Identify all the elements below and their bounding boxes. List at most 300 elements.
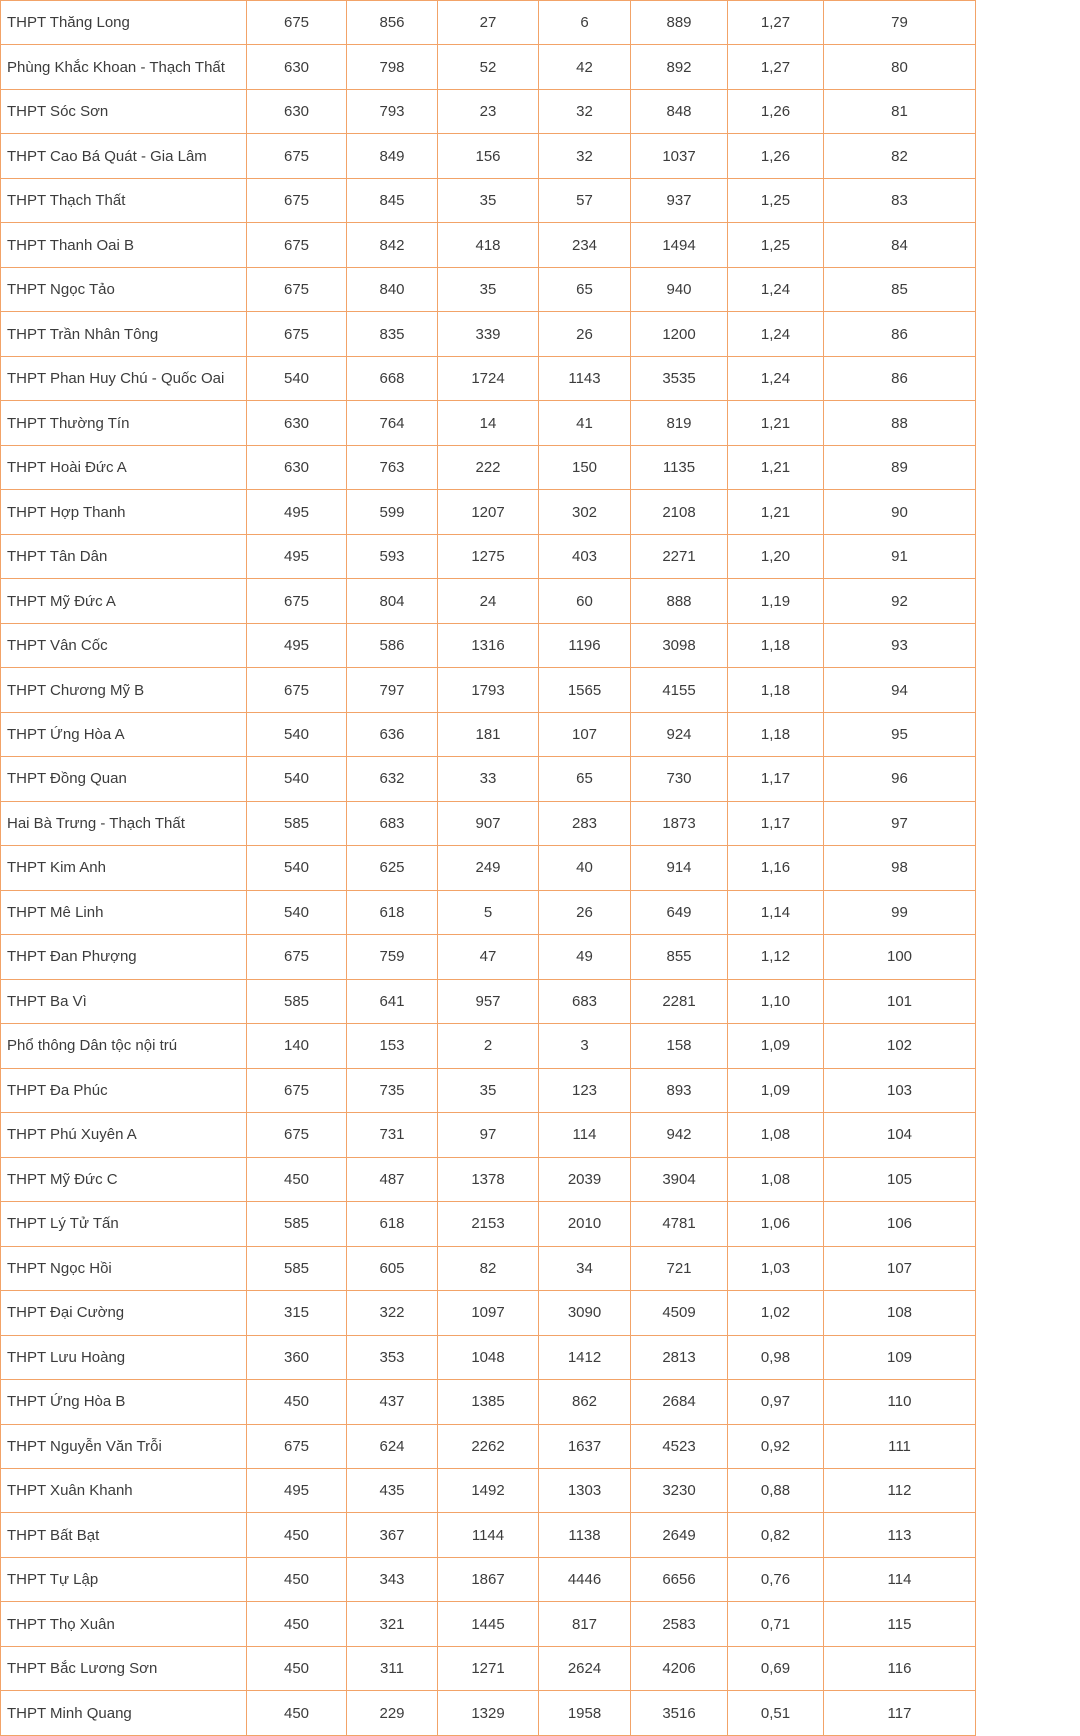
- value-cell: 2281: [631, 979, 728, 1023]
- value-cell: 586: [347, 623, 438, 667]
- value-cell: 893: [631, 1068, 728, 1112]
- value-cell: 41: [539, 401, 631, 445]
- value-cell: 5: [438, 890, 539, 934]
- value-cell: 4155: [631, 668, 728, 712]
- value-cell: 353: [347, 1335, 438, 1379]
- value-cell: 283: [539, 801, 631, 845]
- value-cell: 793: [347, 89, 438, 133]
- value-cell: 892: [631, 45, 728, 89]
- value-cell: 104: [824, 1113, 976, 1157]
- value-cell: 1637: [539, 1424, 631, 1468]
- value-cell: 4523: [631, 1424, 728, 1468]
- value-cell: 763: [347, 445, 438, 489]
- value-cell: 112: [824, 1468, 976, 1512]
- table-row: [1, 801, 976, 845]
- value-cell: 35: [438, 178, 539, 222]
- value-cell: 1,17: [728, 757, 824, 801]
- value-cell: 34: [539, 1246, 631, 1290]
- value-cell: 0,71: [728, 1602, 824, 1646]
- value-cell: 42: [539, 45, 631, 89]
- value-cell: 1,25: [728, 223, 824, 267]
- value-cell: 3090: [539, 1291, 631, 1335]
- value-cell: 683: [539, 979, 631, 1023]
- value-cell: 88: [824, 401, 976, 445]
- value-cell: 848: [631, 89, 728, 133]
- value-cell: 450: [247, 1646, 347, 1690]
- value-cell: 1492: [438, 1468, 539, 1512]
- value-cell: 842: [347, 223, 438, 267]
- value-cell: 2583: [631, 1602, 728, 1646]
- value-cell: 540: [247, 890, 347, 934]
- value-cell: 105: [824, 1157, 976, 1201]
- value-cell: 888: [631, 579, 728, 623]
- table-row: [1, 1068, 976, 1112]
- table-row: [1, 401, 976, 445]
- value-cell: 100: [824, 935, 976, 979]
- table-row: [1, 1691, 976, 1736]
- school-name-cell: THPT Kim Anh: [1, 846, 247, 890]
- value-cell: 1275: [438, 534, 539, 578]
- value-cell: 367: [347, 1513, 438, 1557]
- value-cell: 1,09: [728, 1024, 824, 1068]
- school-name-cell: THPT Ứng Hòa B: [1, 1380, 247, 1424]
- value-cell: 1,16: [728, 846, 824, 890]
- value-cell: 114: [539, 1113, 631, 1157]
- value-cell: 1,24: [728, 356, 824, 400]
- value-cell: 435: [347, 1468, 438, 1512]
- value-cell: 1,27: [728, 1, 824, 45]
- value-cell: 95: [824, 712, 976, 756]
- value-cell: 0,92: [728, 1424, 824, 1468]
- value-cell: 817: [539, 1602, 631, 1646]
- value-cell: 1,20: [728, 534, 824, 578]
- school-name-cell: THPT Đa Phúc: [1, 1068, 247, 1112]
- value-cell: 101: [824, 979, 976, 1023]
- value-cell: 450: [247, 1513, 347, 1557]
- school-name-cell: THPT Đồng Quan: [1, 757, 247, 801]
- value-cell: 339: [438, 312, 539, 356]
- value-cell: 1135: [631, 445, 728, 489]
- table-row: [1, 1424, 976, 1468]
- table-row: [1, 356, 976, 400]
- value-cell: 675: [247, 134, 347, 178]
- value-cell: 1,08: [728, 1113, 824, 1157]
- value-cell: 675: [247, 1424, 347, 1468]
- value-cell: 437: [347, 1380, 438, 1424]
- value-cell: 4446: [539, 1557, 631, 1601]
- school-name-cell: THPT Thạch Thất: [1, 178, 247, 222]
- value-cell: 1,12: [728, 935, 824, 979]
- school-name-cell: THPT Hoài Đức A: [1, 445, 247, 489]
- table-row: [1, 490, 976, 534]
- value-cell: 1200: [631, 312, 728, 356]
- value-cell: 1873: [631, 801, 728, 845]
- value-cell: 450: [247, 1691, 347, 1736]
- value-cell: 2271: [631, 534, 728, 578]
- value-cell: 0,69: [728, 1646, 824, 1690]
- value-cell: 797: [347, 668, 438, 712]
- value-cell: 47: [438, 935, 539, 979]
- value-cell: 110: [824, 1380, 976, 1424]
- table-row: [1, 712, 976, 756]
- value-cell: 84: [824, 223, 976, 267]
- value-cell: 585: [247, 979, 347, 1023]
- value-cell: 2: [438, 1024, 539, 1068]
- table-row: [1, 1468, 976, 1512]
- value-cell: 2624: [539, 1646, 631, 1690]
- value-cell: 593: [347, 534, 438, 578]
- value-cell: 937: [631, 178, 728, 222]
- value-cell: 914: [631, 846, 728, 890]
- value-cell: 450: [247, 1380, 347, 1424]
- table-row: [1, 1024, 976, 1068]
- value-cell: 668: [347, 356, 438, 400]
- school-name-cell: THPT Thường Tín: [1, 401, 247, 445]
- value-cell: 82: [824, 134, 976, 178]
- school-name-cell: Hai Bà Trưng - Thạch Thất: [1, 801, 247, 845]
- value-cell: 2813: [631, 1335, 728, 1379]
- school-name-cell: THPT Hợp Thanh: [1, 490, 247, 534]
- table-row: [1, 134, 976, 178]
- value-cell: 1,18: [728, 668, 824, 712]
- value-cell: 35: [438, 1068, 539, 1112]
- value-cell: 35: [438, 267, 539, 311]
- value-cell: 343: [347, 1557, 438, 1601]
- value-cell: 360: [247, 1335, 347, 1379]
- value-cell: 115: [824, 1602, 976, 1646]
- value-cell: 804: [347, 579, 438, 623]
- value-cell: 450: [247, 1602, 347, 1646]
- value-cell: 675: [247, 935, 347, 979]
- value-cell: 1316: [438, 623, 539, 667]
- value-cell: 91: [824, 534, 976, 578]
- school-name-cell: Phùng Khắc Khoan - Thạch Thất: [1, 45, 247, 89]
- value-cell: 599: [347, 490, 438, 534]
- value-cell: 450: [247, 1557, 347, 1601]
- value-cell: 79: [824, 1, 976, 45]
- value-cell: 1,02: [728, 1291, 824, 1335]
- value-cell: 82: [438, 1246, 539, 1290]
- school-name-cell: THPT Nguyễn Văn Trỗi: [1, 1424, 247, 1468]
- value-cell: 1958: [539, 1691, 631, 1736]
- value-cell: 0,98: [728, 1335, 824, 1379]
- value-cell: 1143: [539, 356, 631, 400]
- value-cell: 1793: [438, 668, 539, 712]
- value-cell: 835: [347, 312, 438, 356]
- value-cell: 2153: [438, 1202, 539, 1246]
- value-cell: 1144: [438, 1513, 539, 1557]
- school-name-cell: THPT Đại Cường: [1, 1291, 247, 1335]
- value-cell: 94: [824, 668, 976, 712]
- value-cell: 98: [824, 846, 976, 890]
- school-name-cell: THPT Ứng Hòa A: [1, 712, 247, 756]
- value-cell: 675: [247, 1068, 347, 1112]
- value-cell: 107: [539, 712, 631, 756]
- value-cell: 23: [438, 89, 539, 133]
- value-cell: 675: [247, 178, 347, 222]
- value-cell: 540: [247, 712, 347, 756]
- table-row: [1, 312, 976, 356]
- value-cell: 1271: [438, 1646, 539, 1690]
- table-row: [1, 1246, 976, 1290]
- value-cell: 649: [631, 890, 728, 934]
- value-cell: 113: [824, 1513, 976, 1557]
- school-name-cell: THPT Mỹ Đức C: [1, 1157, 247, 1201]
- value-cell: 117: [824, 1691, 976, 1736]
- value-cell: 0,88: [728, 1468, 824, 1512]
- school-name-cell: THPT Mê Linh: [1, 890, 247, 934]
- value-cell: 1329: [438, 1691, 539, 1736]
- table-row: [1, 935, 976, 979]
- value-cell: 585: [247, 801, 347, 845]
- value-cell: 1303: [539, 1468, 631, 1512]
- table-row: [1, 623, 976, 667]
- school-name-cell: THPT Thanh Oai B: [1, 223, 247, 267]
- value-cell: 2649: [631, 1513, 728, 1557]
- school-name-cell: THPT Đan Phượng: [1, 935, 247, 979]
- value-cell: 495: [247, 1468, 347, 1512]
- value-cell: 6: [539, 1, 631, 45]
- value-cell: 540: [247, 356, 347, 400]
- value-cell: 495: [247, 534, 347, 578]
- value-cell: 315: [247, 1291, 347, 1335]
- school-name-cell: THPT Ngọc Tảo: [1, 267, 247, 311]
- school-name-cell: THPT Minh Quang: [1, 1691, 247, 1736]
- value-cell: 2684: [631, 1380, 728, 1424]
- value-cell: 735: [347, 1068, 438, 1112]
- table-row: [1, 1380, 976, 1424]
- school-name-cell: Phổ thông Dân tộc nội trú: [1, 1024, 247, 1068]
- value-cell: 311: [347, 1646, 438, 1690]
- value-cell: 181: [438, 712, 539, 756]
- table-row: [1, 1646, 976, 1690]
- value-cell: 940: [631, 267, 728, 311]
- value-cell: 495: [247, 490, 347, 534]
- value-cell: 1565: [539, 668, 631, 712]
- value-cell: 840: [347, 267, 438, 311]
- table-row: [1, 1602, 976, 1646]
- value-cell: 907: [438, 801, 539, 845]
- value-cell: 495: [247, 623, 347, 667]
- value-cell: 322: [347, 1291, 438, 1335]
- table-row: [1, 1291, 976, 1335]
- table-row: [1, 45, 976, 89]
- school-name-cell: THPT Cao Bá Quát - Gia Lâm: [1, 134, 247, 178]
- value-cell: 99: [824, 890, 976, 934]
- value-cell: 111: [824, 1424, 976, 1468]
- value-cell: 6656: [631, 1557, 728, 1601]
- value-cell: 889: [631, 1, 728, 45]
- value-cell: 636: [347, 712, 438, 756]
- value-cell: 96: [824, 757, 976, 801]
- value-cell: 957: [438, 979, 539, 1023]
- table-row: [1, 445, 976, 489]
- value-cell: 107: [824, 1246, 976, 1290]
- table-row: [1, 1202, 976, 1246]
- value-cell: 0,82: [728, 1513, 824, 1557]
- value-cell: 625: [347, 846, 438, 890]
- value-cell: 33: [438, 757, 539, 801]
- value-cell: 2039: [539, 1157, 631, 1201]
- school-name-cell: THPT Xuân Khanh: [1, 1468, 247, 1512]
- value-cell: 65: [539, 267, 631, 311]
- value-cell: 862: [539, 1380, 631, 1424]
- table-row: [1, 178, 976, 222]
- table-row: [1, 979, 976, 1023]
- school-name-cell: THPT Ngọc Hồi: [1, 1246, 247, 1290]
- value-cell: 1,24: [728, 267, 824, 311]
- value-cell: 1,03: [728, 1246, 824, 1290]
- value-cell: 1,19: [728, 579, 824, 623]
- value-cell: 1207: [438, 490, 539, 534]
- value-cell: 1,14: [728, 890, 824, 934]
- table-row: [1, 579, 976, 623]
- value-cell: 2108: [631, 490, 728, 534]
- value-cell: 540: [247, 846, 347, 890]
- value-cell: 675: [247, 668, 347, 712]
- value-cell: 1,26: [728, 89, 824, 133]
- value-cell: 97: [824, 801, 976, 845]
- value-cell: 675: [247, 1, 347, 45]
- value-cell: 585: [247, 1246, 347, 1290]
- value-cell: 4781: [631, 1202, 728, 1246]
- value-cell: 618: [347, 1202, 438, 1246]
- value-cell: 675: [247, 312, 347, 356]
- value-cell: 798: [347, 45, 438, 89]
- value-cell: 3904: [631, 1157, 728, 1201]
- table-row: [1, 668, 976, 712]
- value-cell: 675: [247, 1113, 347, 1157]
- table-row: [1, 1335, 976, 1379]
- value-cell: 26: [539, 312, 631, 356]
- value-cell: 730: [631, 757, 728, 801]
- value-cell: 14: [438, 401, 539, 445]
- value-cell: 630: [247, 89, 347, 133]
- value-cell: 150: [539, 445, 631, 489]
- school-name-cell: THPT Bắc Lương Sơn: [1, 1646, 247, 1690]
- value-cell: 1,18: [728, 712, 824, 756]
- value-cell: 3535: [631, 356, 728, 400]
- value-cell: 249: [438, 846, 539, 890]
- value-cell: 849: [347, 134, 438, 178]
- value-cell: 856: [347, 1, 438, 45]
- value-cell: 450: [247, 1157, 347, 1201]
- value-cell: 1445: [438, 1602, 539, 1646]
- value-cell: 97: [438, 1113, 539, 1157]
- value-cell: 1,21: [728, 445, 824, 489]
- value-cell: 81: [824, 89, 976, 133]
- school-name-cell: THPT Bất Bạt: [1, 1513, 247, 1557]
- value-cell: 234: [539, 223, 631, 267]
- value-cell: 4206: [631, 1646, 728, 1690]
- value-cell: 80: [824, 45, 976, 89]
- school-name-cell: THPT Thọ Xuân: [1, 1602, 247, 1646]
- value-cell: 60: [539, 579, 631, 623]
- table-row: [1, 846, 976, 890]
- table-row: [1, 267, 976, 311]
- value-cell: 942: [631, 1113, 728, 1157]
- value-cell: 675: [247, 267, 347, 311]
- value-cell: 52: [438, 45, 539, 89]
- value-cell: 1385: [438, 1380, 539, 1424]
- value-cell: 85: [824, 267, 976, 311]
- value-cell: 106: [824, 1202, 976, 1246]
- value-cell: 93: [824, 623, 976, 667]
- value-cell: 229: [347, 1691, 438, 1736]
- value-cell: 24: [438, 579, 539, 623]
- value-cell: 222: [438, 445, 539, 489]
- value-cell: 3: [539, 1024, 631, 1068]
- value-cell: 90: [824, 490, 976, 534]
- school-name-cell: THPT Trần Nhân Tông: [1, 312, 247, 356]
- value-cell: 924: [631, 712, 728, 756]
- value-cell: 1,10: [728, 979, 824, 1023]
- value-cell: 721: [631, 1246, 728, 1290]
- table-row: [1, 1113, 976, 1157]
- value-cell: 57: [539, 178, 631, 222]
- value-cell: 540: [247, 757, 347, 801]
- value-cell: 1,08: [728, 1157, 824, 1201]
- value-cell: 1378: [438, 1157, 539, 1201]
- value-cell: 1494: [631, 223, 728, 267]
- table-row: [1, 223, 976, 267]
- school-name-cell: THPT Tự Lập: [1, 1557, 247, 1601]
- value-cell: 40: [539, 846, 631, 890]
- value-cell: 1,17: [728, 801, 824, 845]
- value-cell: 65: [539, 757, 631, 801]
- school-name-cell: THPT Vân Cốc: [1, 623, 247, 667]
- school-name-cell: THPT Mỹ Đức A: [1, 579, 247, 623]
- value-cell: 1,06: [728, 1202, 824, 1246]
- value-cell: 675: [247, 579, 347, 623]
- value-cell: 26: [539, 890, 631, 934]
- school-name-cell: THPT Lưu Hoàng: [1, 1335, 247, 1379]
- value-cell: 123: [539, 1068, 631, 1112]
- value-cell: 92: [824, 579, 976, 623]
- school-name-cell: THPT Phú Xuyên A: [1, 1113, 247, 1157]
- school-name-cell: THPT Phan Huy Chú - Quốc Oai: [1, 356, 247, 400]
- value-cell: 114: [824, 1557, 976, 1601]
- value-cell: 2262: [438, 1424, 539, 1468]
- value-cell: 108: [824, 1291, 976, 1335]
- value-cell: 102: [824, 1024, 976, 1068]
- value-cell: 2010: [539, 1202, 631, 1246]
- value-cell: 630: [247, 445, 347, 489]
- value-cell: 0,51: [728, 1691, 824, 1736]
- value-cell: 109: [824, 1335, 976, 1379]
- school-name-cell: THPT Ba Vì: [1, 979, 247, 1023]
- value-cell: 140: [247, 1024, 347, 1068]
- school-name-cell: THPT Chương Mỹ B: [1, 668, 247, 712]
- value-cell: 1,26: [728, 134, 824, 178]
- value-cell: 1,21: [728, 401, 824, 445]
- value-cell: 1412: [539, 1335, 631, 1379]
- value-cell: 116: [824, 1646, 976, 1690]
- school-name-cell: THPT Lý Tử Tấn: [1, 1202, 247, 1246]
- value-cell: 0,76: [728, 1557, 824, 1601]
- value-cell: 618: [347, 890, 438, 934]
- value-cell: 1,24: [728, 312, 824, 356]
- value-cell: 89: [824, 445, 976, 489]
- value-cell: 1,18: [728, 623, 824, 667]
- value-cell: 302: [539, 490, 631, 534]
- value-cell: 418: [438, 223, 539, 267]
- value-cell: 1867: [438, 1557, 539, 1601]
- value-cell: 641: [347, 979, 438, 1023]
- school-name-cell: THPT Sóc Sơn: [1, 89, 247, 133]
- value-cell: 83: [824, 178, 976, 222]
- table-row: [1, 757, 976, 801]
